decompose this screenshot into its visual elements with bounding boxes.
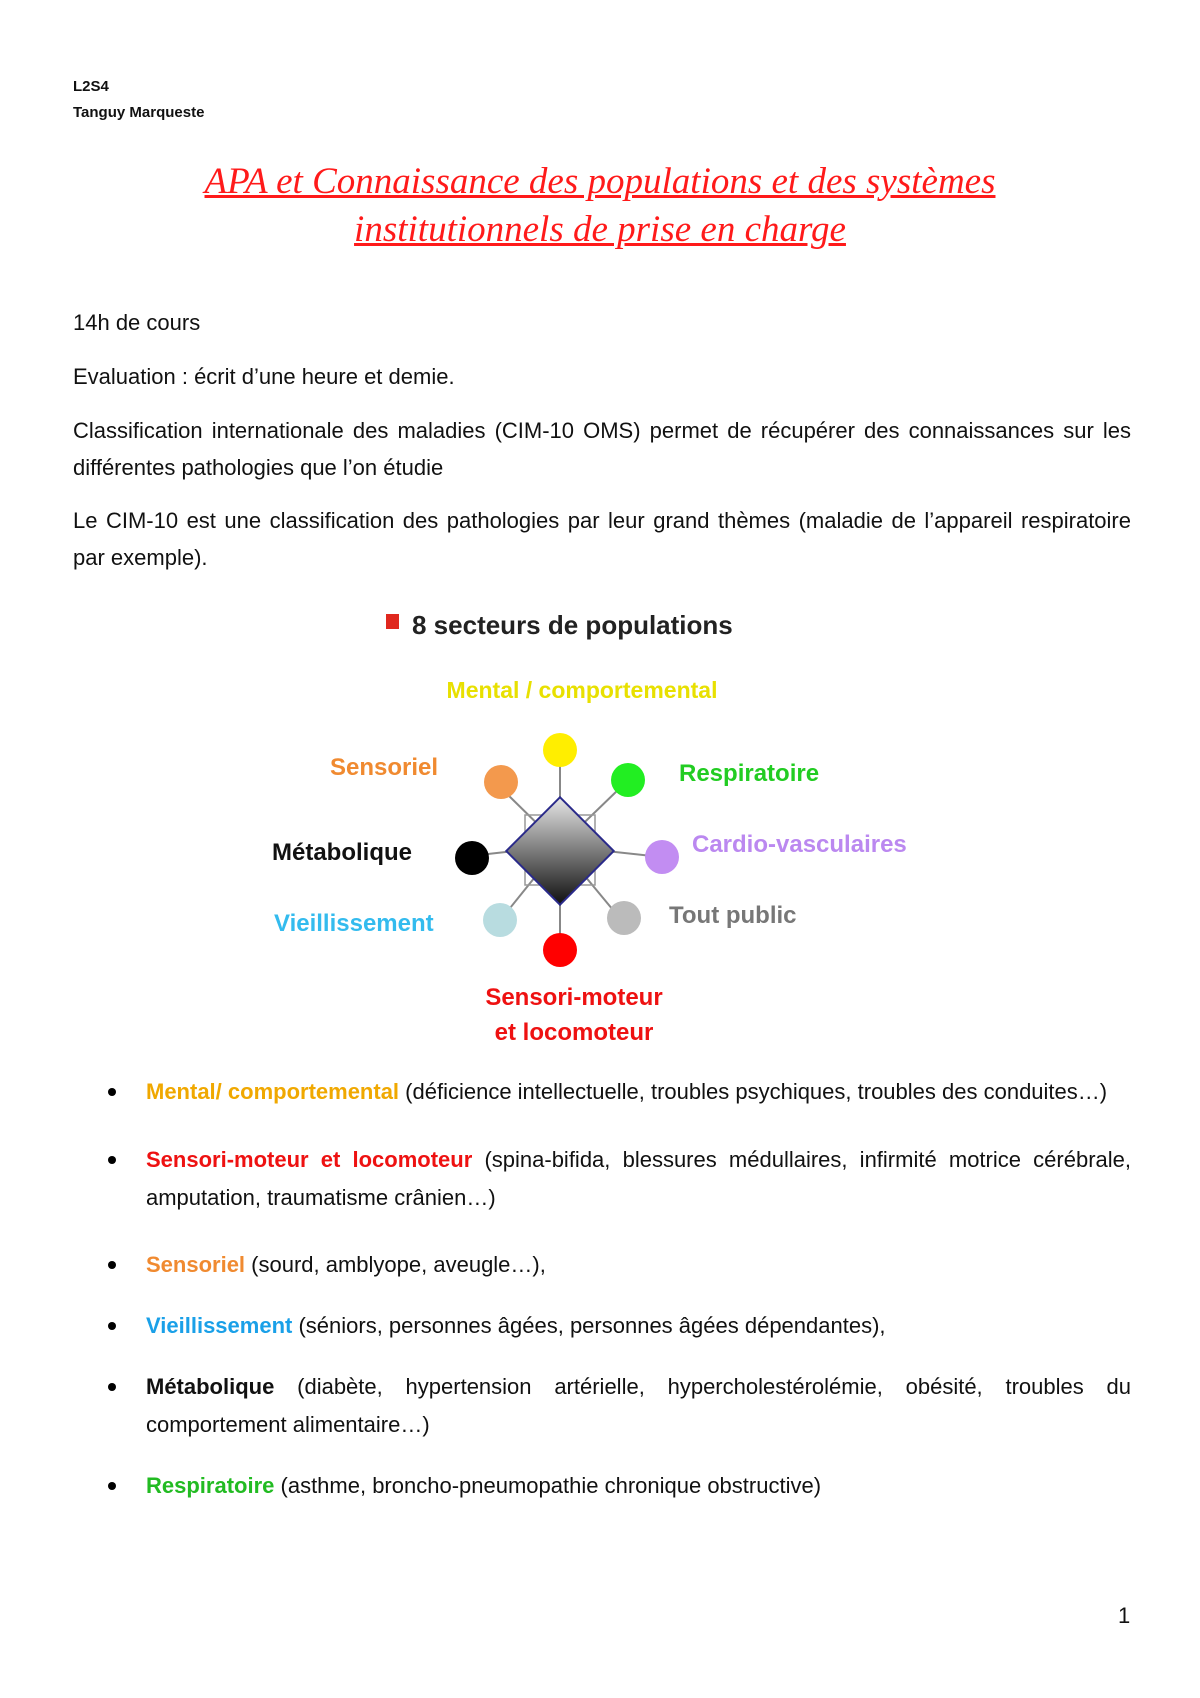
- bullet-category: Métabolique: [146, 1374, 275, 1399]
- bullet-description: (sourd, amblyope, aveugle…),: [245, 1252, 546, 1277]
- paragraph-cim10: Le CIM-10 est une classification des pathologies par leur grand thèmes (maladie de l’appareil respiratoire par exemple).: [73, 508, 1131, 570]
- document-header: [73, 74, 204, 126]
- bullet-item: [73, 1141, 1131, 1217]
- bullet-category: Mental/ comportemental: [146, 1079, 400, 1104]
- label-mental: Mental / comportemental: [446, 677, 718, 703]
- label-vieillissement: Vieillissement: [274, 910, 434, 937]
- bullet-dot-icon: [108, 1261, 116, 1269]
- bullet-category: Sensoriel: [146, 1252, 246, 1277]
- node-mental-icon: [543, 733, 577, 767]
- author-name: Tanguy Marqueste: [73, 104, 205, 121]
- bullet-category: Vieillissement: [146, 1313, 293, 1338]
- label-sensoriel: Sensoriel: [330, 754, 439, 781]
- node-sensoriel-icon: [484, 765, 518, 799]
- node-vieillissement-icon: [483, 903, 517, 937]
- bullet-item: [73, 1307, 1131, 1345]
- bullet-description: (spina-bifida, blessures médullaires, infirmité motrice cérébrale, amputation, traumatisme crânien…): [146, 1147, 1131, 1210]
- bullet-dot-icon: [108, 1156, 116, 1164]
- bullet-item: [73, 1368, 1131, 1444]
- bullet-description: (diabète, hypertension artérielle, hypercholestérolémie, obésité, troubles du comportement alimentaire…): [146, 1374, 1131, 1437]
- title-line-2: institutionnels de prise en charge: [354, 209, 846, 250]
- label-tout-public: Tout public: [669, 902, 797, 929]
- page-number: 1: [1118, 1603, 1131, 1628]
- bullet-item: [73, 1467, 1131, 1505]
- diagram-title: 8 secteurs de populations: [412, 610, 733, 640]
- bullet-dot-icon: [108, 1322, 116, 1330]
- bullet-category: Sensori-moteur et locomoteur: [146, 1147, 473, 1172]
- node-metabolique-icon: [455, 841, 489, 875]
- bullet-description: (séniors, personnes âgées, personnes âgées dépendantes),: [292, 1313, 886, 1338]
- title-marker-icon: [386, 614, 399, 629]
- bullet-dot-icon: [108, 1482, 116, 1490]
- bullet-dot-icon: [108, 1383, 116, 1391]
- paragraph-evaluation: Evaluation : écrit d’une heure et demie.: [73, 364, 455, 389]
- node-tout-public-icon: [607, 901, 641, 935]
- sectors-diagram: [0, 600, 1200, 1050]
- paragraph-classification: Classification internationale des maladies (CIM-10 OMS) permet de récupérer des connaissances sur les différentes pathologies que l’on étudie: [73, 418, 1131, 480]
- bullet-item: [73, 1073, 1131, 1111]
- label-respiratoire: Respiratoire: [679, 760, 820, 787]
- label-sensori-moteur-1: Sensori-moteur: [485, 984, 663, 1011]
- bullet-description: (déficience intellectuelle, troubles psychiques, troubles des conduites…): [399, 1079, 1108, 1104]
- bullet-dot-icon: [108, 1088, 116, 1096]
- bullet-item: [73, 1246, 1131, 1284]
- label-sensori-moteur-2: et locomoteur: [494, 1019, 654, 1046]
- label-metabolique: Métabolique: [272, 839, 413, 866]
- label-cardio: Cardio-vasculaires: [692, 831, 907, 858]
- document-title: [100, 158, 1100, 254]
- node-respiratoire-icon: [611, 763, 645, 797]
- course-code: L2S4: [73, 78, 109, 95]
- bullet-category: Respiratoire: [146, 1473, 275, 1498]
- center-square: [506, 797, 613, 904]
- title-line-1: APA et Connaissance des populations et des systèmes: [204, 161, 996, 202]
- paragraph-hours: 14h de cours: [73, 310, 201, 335]
- sector-bullet-list: [73, 1073, 1131, 1505]
- bullet-description: (asthme, broncho-pneumopathie chronique obstructive): [274, 1473, 822, 1498]
- node-sensori-moteur-icon: [543, 933, 577, 967]
- node-cardio-icon: [645, 840, 679, 874]
